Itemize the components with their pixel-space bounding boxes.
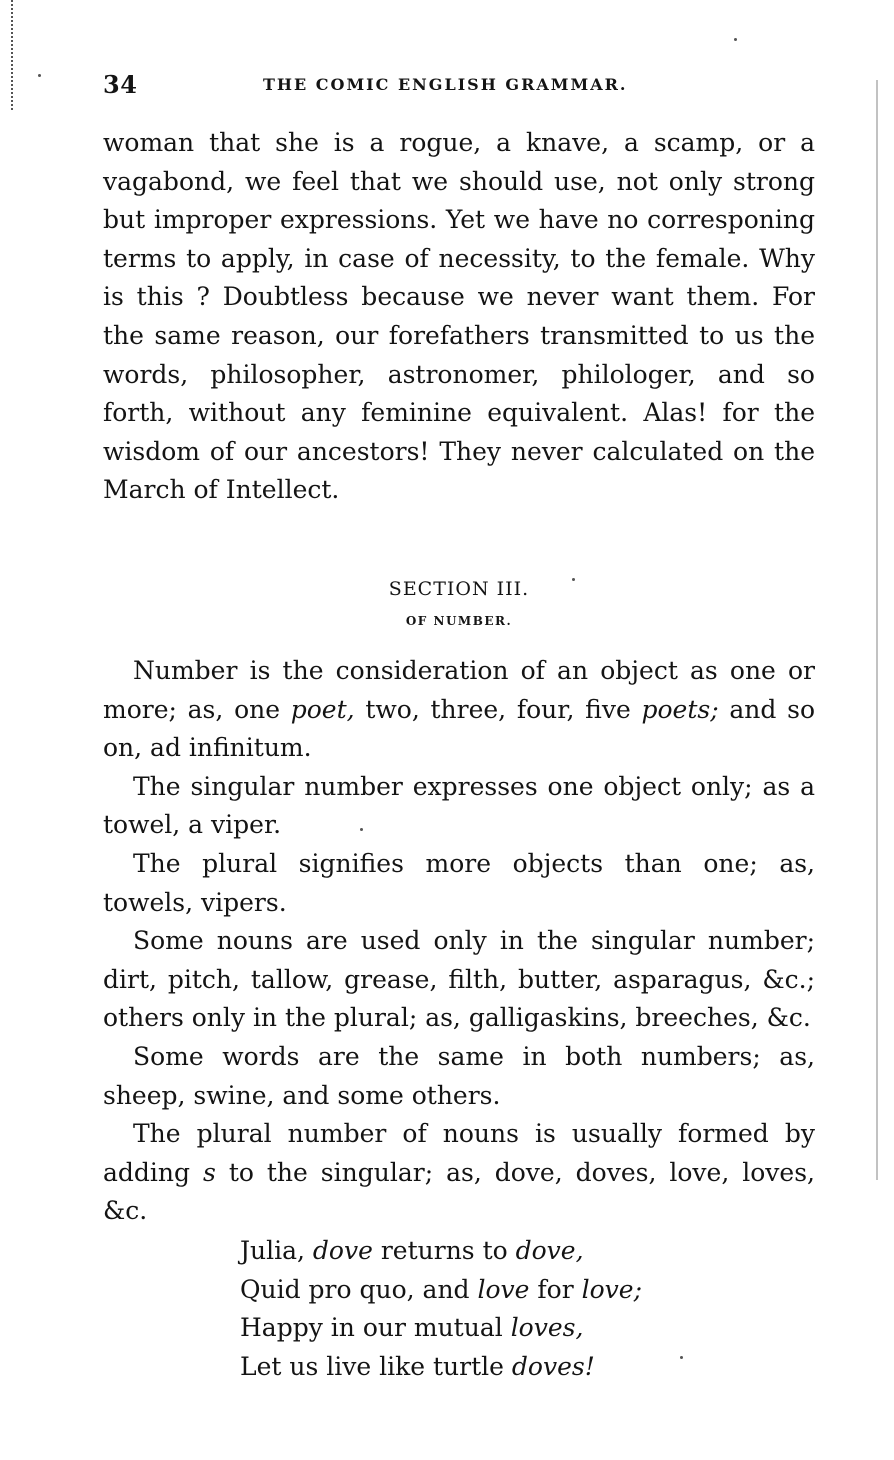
text-run: Happy in our mutual — [240, 1313, 511, 1343]
opening-paragraph: woman that she is a rogue, a knave, a scamp, or a vagabond, we feel that we should use, not only strong but improper expressions. Yet we have no corresponing terms to apply, in case of necessity, to the female. Why is this ? Doubtless because we never want them. For the same reason, our forefathers transmitted to us the words, philosopher, astronomer, philologer, and so forth, without any feminine equivalent. Alas! for the wisdom of our ancestors! They never calculated on the March of Intellect. — [103, 128, 815, 505]
italic-word: dove — [312, 1236, 373, 1265]
text-run: two, three, four, five — [354, 694, 642, 724]
section-heading: SECTION III. — [388, 578, 530, 600]
page-number: 34 — [103, 70, 138, 99]
section-header — [103, 574, 815, 630]
text-run: for — [529, 1274, 582, 1304]
poem — [240, 1232, 740, 1386]
page-gutter-line — [876, 80, 878, 1180]
paragraph-number-definition — [103, 652, 815, 768]
italic-word: love; — [581, 1274, 643, 1304]
italic-word: doves! — [511, 1351, 595, 1381]
section-body — [103, 652, 815, 1231]
paragraph-singular-only: Some nouns are used only in the singular number; dirt, pitch, tallow, grease, filth, butter, asparagus, &c.; others only in the plural; as, galligaskins, breeches, &c. — [103, 926, 815, 1033]
italic-word: poet, — [290, 694, 355, 724]
section-subheading: OF NUMBER. — [405, 614, 513, 628]
poem-line — [240, 1309, 740, 1348]
text-run: The plural number of nouns is usually formed by adding — [103, 1119, 815, 1187]
paragraph-plural-formation — [103, 1115, 815, 1231]
italic-word: dove, — [515, 1236, 584, 1265]
italic-word: love — [477, 1274, 530, 1304]
print-speck — [572, 578, 575, 581]
italic-word: s — [203, 1157, 216, 1187]
text-run: to the singular; as, dove, doves, love, loves, &c. — [103, 1157, 815, 1226]
print-speck — [734, 38, 737, 41]
print-speck — [38, 74, 41, 77]
text-run: Quid pro quo, and — [240, 1274, 478, 1304]
paragraph-plural: The plural signifies more objects than one; as, towels, vipers. — [103, 848, 815, 917]
text-run: Julia, — [240, 1236, 313, 1265]
running-title: THE COMIC ENGLISH GRAMMAR. — [263, 75, 628, 94]
text-run: Number is the consideration of an object as one or more; as, one — [103, 656, 815, 724]
italic-word: loves, — [510, 1313, 584, 1343]
print-speck — [360, 828, 363, 831]
poem-line — [240, 1271, 740, 1310]
print-speck — [680, 1356, 683, 1359]
poem-line — [240, 1232, 740, 1271]
text-run: and so on, ad infinitum. — [103, 694, 815, 763]
paragraph-singular: The singular number expresses one object only; as a towel, a viper. — [103, 771, 815, 840]
opening-paragraph-block — [103, 124, 815, 510]
italic-word: poets; — [641, 694, 719, 724]
poem-line — [240, 1348, 740, 1387]
text-run: Let us live like turtle — [240, 1351, 512, 1381]
text-run: returns to — [372, 1236, 516, 1265]
running-head — [103, 70, 663, 106]
page-edge-mark — [11, 0, 15, 110]
paragraph-same-both: Some words are the same in both numbers; as, sheep, swine, and some others. — [103, 1041, 815, 1110]
